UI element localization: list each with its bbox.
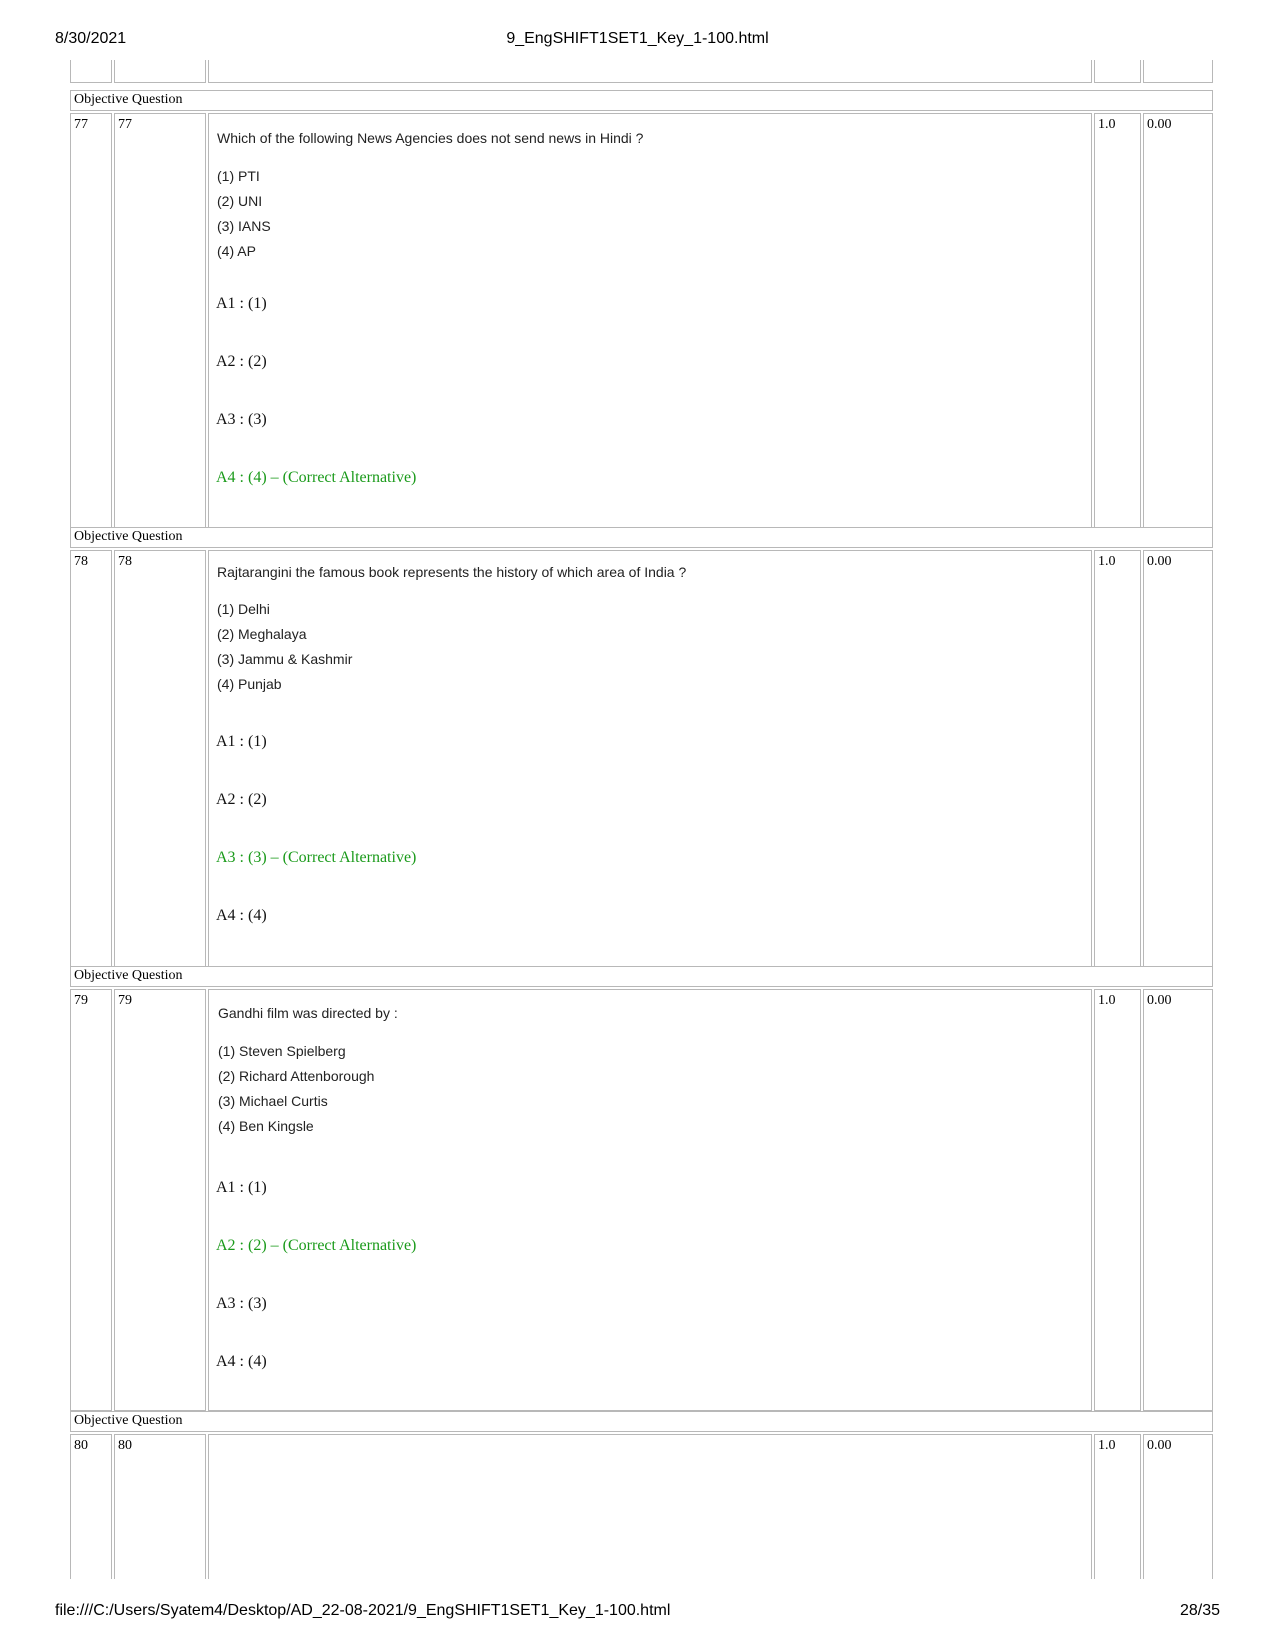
- option-4: (4) AP: [217, 243, 256, 259]
- prev-row-sno-cell: [70, 60, 112, 83]
- question-id-cell: [114, 550, 206, 967]
- question-id: 79: [118, 993, 132, 1008]
- page-number: 28/35: [1179, 1602, 1220, 1619]
- question-id-cell: [114, 113, 206, 530]
- option-1: (1) Delhi: [217, 601, 270, 617]
- marks-cell: [1094, 113, 1141, 530]
- option-2: (2) Meghalaya: [217, 626, 307, 642]
- option-3: (3) Jammu & Kashmir: [217, 651, 353, 667]
- section-band-q79: [70, 966, 1213, 987]
- answer-a4: A4 : (4): [216, 907, 267, 924]
- negative-marks-cell: [1143, 1434, 1213, 1579]
- marks-cell: [1094, 989, 1141, 1411]
- prev-row-content-cell: [208, 60, 1092, 83]
- option-1: (1) PTI: [217, 168, 260, 184]
- question-text: Which of the following News Agencies does not send news in Hindi ?: [217, 130, 644, 146]
- serial-number: 80: [74, 1438, 88, 1453]
- negative-marks-value: 0.00: [1147, 554, 1172, 569]
- question-id-cell: [114, 989, 206, 1411]
- question-text: Gandhi film was directed by :: [218, 1005, 398, 1021]
- section-band-q78: [70, 527, 1213, 548]
- marks-value: 1.0: [1098, 117, 1116, 132]
- marks-cell: [1094, 1434, 1141, 1579]
- answer-a2-correct: A2 : (2) – (Correct Alternative): [216, 1237, 417, 1254]
- section-label: Objective Question: [74, 1413, 183, 1428]
- answer-a2: A2 : (2): [216, 353, 267, 370]
- sno-cell: [70, 550, 112, 967]
- answer-a4-correct: A4 : (4) – (Correct Alternative): [216, 469, 417, 486]
- question-id: 78: [118, 554, 132, 569]
- section-band-q77: [70, 90, 1213, 111]
- marks-value: 1.0: [1098, 554, 1116, 569]
- negative-marks-value: 0.00: [1147, 993, 1172, 1008]
- print-date: 8/30/2021: [55, 30, 127, 47]
- marks-cell: [1094, 550, 1141, 967]
- serial-number: 77: [74, 117, 88, 132]
- option-4: (4) Ben Kingsle: [218, 1118, 314, 1134]
- question-text: Rajtarangini the famous book represents the history of which area of India ?: [217, 564, 687, 580]
- negative-marks-cell: [1143, 989, 1213, 1411]
- negative-marks-value: 0.00: [1147, 117, 1172, 132]
- section-label: Objective Question: [74, 529, 183, 544]
- answer-a1: A1 : (1): [216, 295, 267, 312]
- prev-row-qid-cell: [114, 60, 206, 83]
- question-content-cell: [208, 113, 1092, 530]
- negative-marks-cell: [1143, 113, 1213, 530]
- sno-cell: [70, 1434, 112, 1579]
- question-id: 80: [118, 1438, 132, 1453]
- negative-marks-cell: [1143, 550, 1213, 967]
- answer-a3-correct: A3 : (3) – (Correct Alternative): [216, 849, 417, 866]
- prev-row-negative-cell: [1143, 60, 1213, 83]
- section-band-q80: [70, 1411, 1213, 1432]
- prev-row-marks-cell: [1094, 60, 1141, 83]
- question-id-cell: [114, 1434, 206, 1579]
- option-2: (2) UNI: [217, 193, 263, 209]
- option-1: (1) Steven Spielberg: [218, 1043, 346, 1059]
- answer-a3: A3 : (3): [216, 1295, 267, 1312]
- option-3: (3) Michael Curtis: [218, 1093, 328, 1109]
- document-title: 9_EngSHIFT1SET1_Key_1-100.html: [506, 30, 769, 47]
- serial-number: 78: [74, 554, 88, 569]
- answer-a1: A1 : (1): [216, 733, 267, 750]
- answer-a1: A1 : (1): [216, 1179, 267, 1196]
- option-3: (3) IANS: [217, 218, 271, 234]
- answer-a3: A3 : (3): [216, 411, 267, 428]
- question-content-cell: [208, 550, 1092, 967]
- sno-cell: [70, 989, 112, 1411]
- question-content-cell: [208, 1434, 1092, 1579]
- serial-number: 79: [74, 993, 88, 1008]
- marks-value: 1.0: [1098, 993, 1116, 1008]
- section-label: Objective Question: [74, 968, 183, 983]
- answer-a4: A4 : (4): [216, 1353, 267, 1370]
- option-4: (4) Punjab: [217, 676, 282, 692]
- negative-marks-value: 0.00: [1147, 1438, 1172, 1453]
- question-content-cell: [208, 989, 1092, 1411]
- option-2: (2) Richard Attenborough: [218, 1068, 375, 1084]
- answer-a2: A2 : (2): [216, 791, 267, 808]
- question-id: 77: [118, 117, 132, 132]
- file-path: file:///C:/Users/Syatem4/Desktop/AD_22-08-2021/9_EngSHIFT1SET1_Key_1-100.html: [55, 1602, 671, 1619]
- sno-cell: [70, 113, 112, 530]
- section-label: Objective Question: [74, 92, 183, 107]
- marks-value: 1.0: [1098, 1438, 1116, 1453]
